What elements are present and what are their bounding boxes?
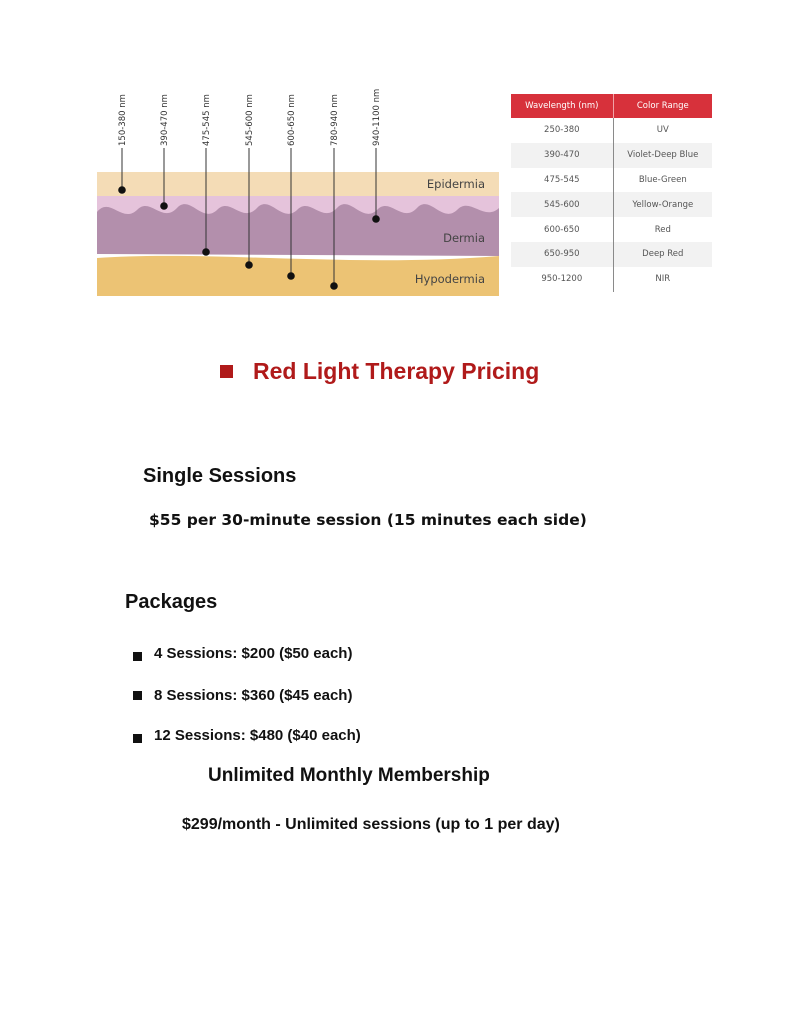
square-bullet-icon — [133, 691, 142, 700]
hypodermis-label: Hypodermia — [414, 272, 485, 286]
table-cell-wavelength: 650-950 — [511, 242, 613, 267]
table-cell-wavelength: 600-650 — [511, 217, 613, 242]
package-label: 4 Sessions: $200 ($50 each) — [154, 645, 353, 662]
dermis-label: Dermia — [443, 231, 485, 245]
membership-heading: Unlimited Monthly Membership — [208, 765, 490, 786]
package-label: 8 Sessions: $360 ($45 each) — [154, 687, 353, 704]
wavelength-label-5: 600-650 nm — [287, 94, 297, 146]
membership-price: $299/month - Unlimited sessions (up to 1 per day) — [182, 816, 560, 833]
table-row — [511, 217, 712, 242]
skin-penetration-diagram — [92, 84, 504, 319]
table-row — [511, 267, 712, 292]
single-sessions-price: $55 per 30-minute session (15 minutes each side) — [149, 511, 587, 529]
wavelength-label-2: 390-470 nm — [160, 94, 170, 146]
table-cell-color: Yellow-Orange — [613, 192, 712, 217]
table-cell-wavelength: 475-545 — [511, 168, 613, 193]
table-cell-wavelength: 250-380 — [511, 118, 613, 143]
package-label: 12 Sessions: $480 ($40 each) — [154, 727, 361, 744]
table-row — [511, 192, 712, 217]
table-cell-color: Blue-Green — [638, 174, 687, 185]
square-bullet-icon — [133, 734, 142, 743]
table-cell-color: Violet-Deep Blue — [613, 143, 712, 168]
list-item — [133, 645, 352, 662]
table-cell-wavelength: 390-470 — [511, 143, 613, 168]
list-item — [133, 687, 352, 704]
wavelength-color-table — [511, 94, 712, 292]
table-row — [511, 168, 712, 193]
list-item — [133, 727, 361, 744]
single-sessions-heading: Single Sessions — [143, 465, 297, 487]
wavelength-label-6: 780-940 nm — [330, 94, 340, 146]
table-cell-color: UV — [656, 125, 669, 136]
table-cell-wavelength: 545-600 — [511, 192, 613, 217]
table-header-row — [511, 94, 712, 118]
table-cell-color: NIR — [655, 274, 671, 285]
table-header-wavelength: Wavelength (nm) — [511, 94, 613, 118]
table-cell-wavelength: 950-1200 — [511, 267, 613, 292]
wavelength-label-7: 940-1100 nm — [372, 88, 382, 146]
wavelength-label-4: 545-600 nm — [245, 94, 255, 146]
table-cell-color: Red — [654, 224, 671, 235]
table-row — [511, 242, 712, 267]
table-row — [511, 118, 712, 143]
square-bullet-icon — [133, 652, 142, 661]
packages-heading: Packages — [125, 591, 218, 613]
epidermis-label: Epidermia — [426, 177, 485, 191]
square-bullet-icon — [220, 365, 233, 378]
table-header-color-range: Color Range — [613, 94, 712, 118]
table-row — [511, 143, 712, 168]
page-title — [220, 358, 539, 385]
page-title-text: Red Light Therapy Pricing — [253, 358, 540, 384]
table-cell-color: Deep Red — [613, 242, 712, 267]
dermis-layer — [97, 204, 499, 256]
wavelength-label-3: 475-545 nm — [202, 94, 212, 146]
wavelength-label-1: 150-380 nm — [118, 94, 128, 146]
